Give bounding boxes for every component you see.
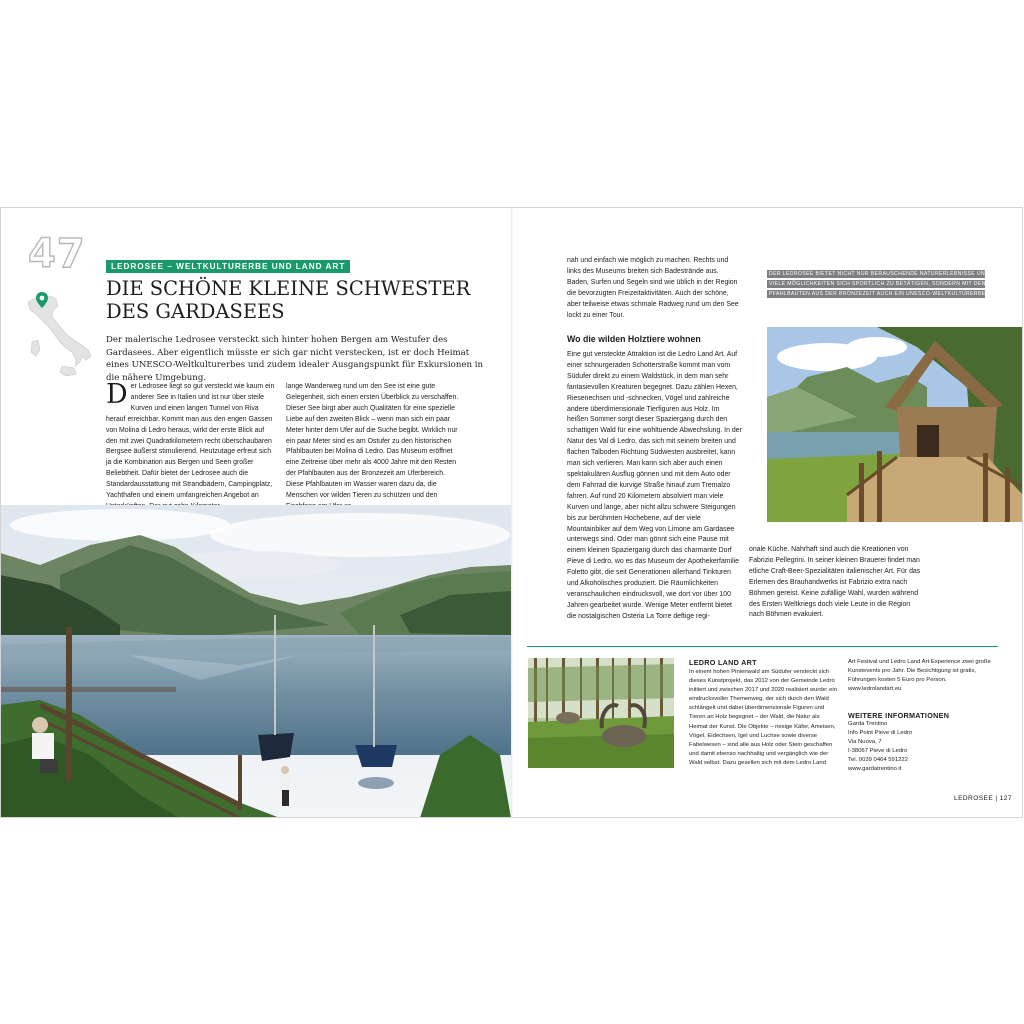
info-line-1: Garda Trentino [848,721,888,727]
land-art-text: In einem hohen Pinienwald am Südufer versteckt sich dieses Kunstprojekt, das 2012 von der Gemeinde Ledro initiiert und zwischen 2017 und 2020 realisiert wurde: ein eindrucksvoller Themenweg, der sich durch den Wald schlängelt und dabei überdimensionale Figuren und Tieren an Holz begegnet – der Wald, die Natur als Heimat der Kunst. Die Objekte – riesige Käfer, Ameisen, Vögel, Eidechsen, Igel und Luchse sowie diverse Fabelwesen – sind alle aus Holz oder Stein geschaffen und damit ebenso nachhaltig und vergänglich wie der Wald selbst. Dazu gesellen sich mit dem Ledro Land [689,669,838,766]
italy-map-icon [22,290,94,380]
caption-line-1: DER LEDROSEE BIETET NICHT NUR BERAUSCHENDE NATURERLEBNISSE UND [769,271,990,277]
body-column-4: onale Küche. Nahrhaft sind auch die Kreationen von Fabrizio Pellegrini. In seiner kleinen Brauerei findet man etliche Craft-Beer-Spezialitäten italienischer Art. Für das Erlernen des Brauhandwerks ist Fabrizio extra nach Böhmen gereist. Keine zufällige Wahl, wurden während des Ersten Weltkriegs doch viele Leute in die Region nach Böhmen evakuiert. [749,546,921,619]
info-line-2: Info Point Pieve di Ledro [848,730,913,737]
title-line-2: DES GARDASEES [106,300,285,323]
land-art-photo [528,658,674,768]
lake-photo [0,505,511,818]
page-folio: LEDROSEE | 127 [954,795,1012,802]
body-column-1-text: er Ledrosee liegt so gut versteckt wie kaum ein anderer See in Italien und ist nur über steile Kurven und einen langen Tunnel von Riva herauf erreichbar. Kommt man aus den engen Gassen von Molina di Ledro heraus, wirkt der erste Blick auf den mit zwei Quadratkilometern recht überschaubaren Bergsee äußerst stimulierend. Heutzutage erfreut sich ja die Kombination aus Bergen und Seen großer Beliebtheit. Dafür bietet der Ledrosee auch die Standardausstattung mit Strandbädern, Campingplatz, Yachthafen und einem umfangreichen Angebot an [106,383,275,500]
infobox-divider [527,646,998,647]
info-contact [848,720,912,775]
info-heading: WEITERE INFORMATIONEN [848,711,950,720]
photo-caption [767,270,990,300]
caption-line-2: VIELE MÖGLICHKEITEN SICH SPORTLICH ZU BETÄTIGEN, SONDERN MIT DEN [769,281,986,287]
chapter-number: 47 [28,231,86,277]
land-art-link[interactable]: www.ledrolandart.eu [848,686,902,693]
drop-cap: D [106,379,128,410]
info-line-6[interactable]: www.gardatrentino.it [848,766,902,773]
caption-line-3: PFAHLBAUTEN AUS DER BRONZEZEIT AUCH EIN UNESCO-WELTKULTURERBE. [769,291,988,297]
topic-tag: LEDROSEE – WELTKULTURERBE UND LAND ART [106,260,350,273]
title-line-1: DIE SCHÖNE KLEINE SCHWESTER [106,277,471,300]
page-title [106,277,486,323]
section-subhead: Wo die wilden Holztiere wohnen [567,334,701,344]
info-line-3: Via Nuova, 7 [848,739,882,746]
info-line-4: I-38067 Pieve di Ledro [848,748,908,755]
land-art-heading: LEDRO LAND ART [689,658,757,667]
land-art-continued [848,658,1000,694]
intro-paragraph: Der malerische Ledrosee versteckt sich hinter hohen Bergen am Westufer des Gardasees. Aber eigentlich müsste er sich gar nicht verstecken, ist er doch Heimat eines UNESCO-Weltkulturerbes und zudem idealer Ausgangspunkt für Exkursionen in die nähere Umgebung. [106,335,483,383]
body-column-2: lange Wanderweg rund um den See ist eine gute Gelegenheit, sich einen ersten Überblick zu verschaffen. Dieser See birgt aber auch Qualitäten für eine spezielle Liebe auf den zweiten Blick – wenn man sich ein paar Meter hinter dem Ufer auf die Suche begibt. Wirklich nur ein paar Meter sind es am Ostufer zu den historischen Pfahlbauten bei Molina di Ledro. Das Museum eröffnet eine Zeitreise über mehr als 4000 Jahre mit den Resten der Pfahlbauten aus der Bronzezeit am Uferbereich. Diese Pfahlbauten im Wasser waren dazu da, die Menschen vor wilden Tieren zu schützen und den [286,383,459,500]
body-column-3: Eine gut versteckte Attraktion ist die Ledro Land Art. Auf einer schnurgeraden Schotterstraße kommt man vom Südufer direkt zu einem Waldstück, in dem man sehr fantasievollen Kreaturen begegnet. Dazu zählen Hexen, Riesenechsen und -schnecken, Vögel und zahlreiche andere überdimensionale Tierfiguren aus Holz. Im heißen Sommer sorgt dieser Spaziergang durch den schattigen Wald für eine wohltuende Abwechslung. In der Natur des Val di Ledro, das sich mit seinem breiten und flachen Talboden Richtung Südwesten ausbreitet, kann man sich verlieren. Man kann sich aber auch einen spektakulären Ausflug gönnen und mit dem Auto oder dem Fahrrad die kurvige Straße hinauf zum Tremalzo fahren. Auf rund 20 Kilometern absolviert man viele Kurven und lange, aber nicht allzu schwere Steigungen bis zur berühmten Hochebene, auf der viele Mountainbiker auf dem Weg von Limone am Gardasee unterwegs sind. Oder man gönnt sich eine Pause mit einem kleinen Spaziergang durch das charmante Dorf Pieve di Ledro, wo es das Museum der Apothekerfamilie Foletto gibt, die seit Generationen allerhand Tinkturen und Alkoholisches produziert. Die Räumlichkeiten veranschaulichen eindrucksvoll, wie dort vor über 100 Jahren gearbeitet wurde. Wenige Meter entfernt bietet die nostalgischen Osteria La Torre deftige regi- [567,351,742,620]
pile-dwelling-photo [767,327,1023,522]
info-line-5: Tel. 0039 0464 591222 [848,757,908,764]
land-art-cont-text: Art Festival und Ledro Land Art Experience zwei große Kunstevents pro Jahr. Die Besichtigung ist gratis, Führungen kosten 5 Euro pro Person. [848,659,991,684]
spread-gutter [511,207,513,818]
body-column-3-top: nah und einfach wie möglich zu machen. Rechts und links des Museums breiten sich Badestrände aus. Baden, Surfen und Segeln sind wie üblich in der Region die bevorzugten Freizeitaktivitäten. Auch der schöne, aber teilweise etwas schmale Radweg rund um den See lockt zu einer Tour. [567,257,739,319]
body-column-1 [106,379,275,513]
